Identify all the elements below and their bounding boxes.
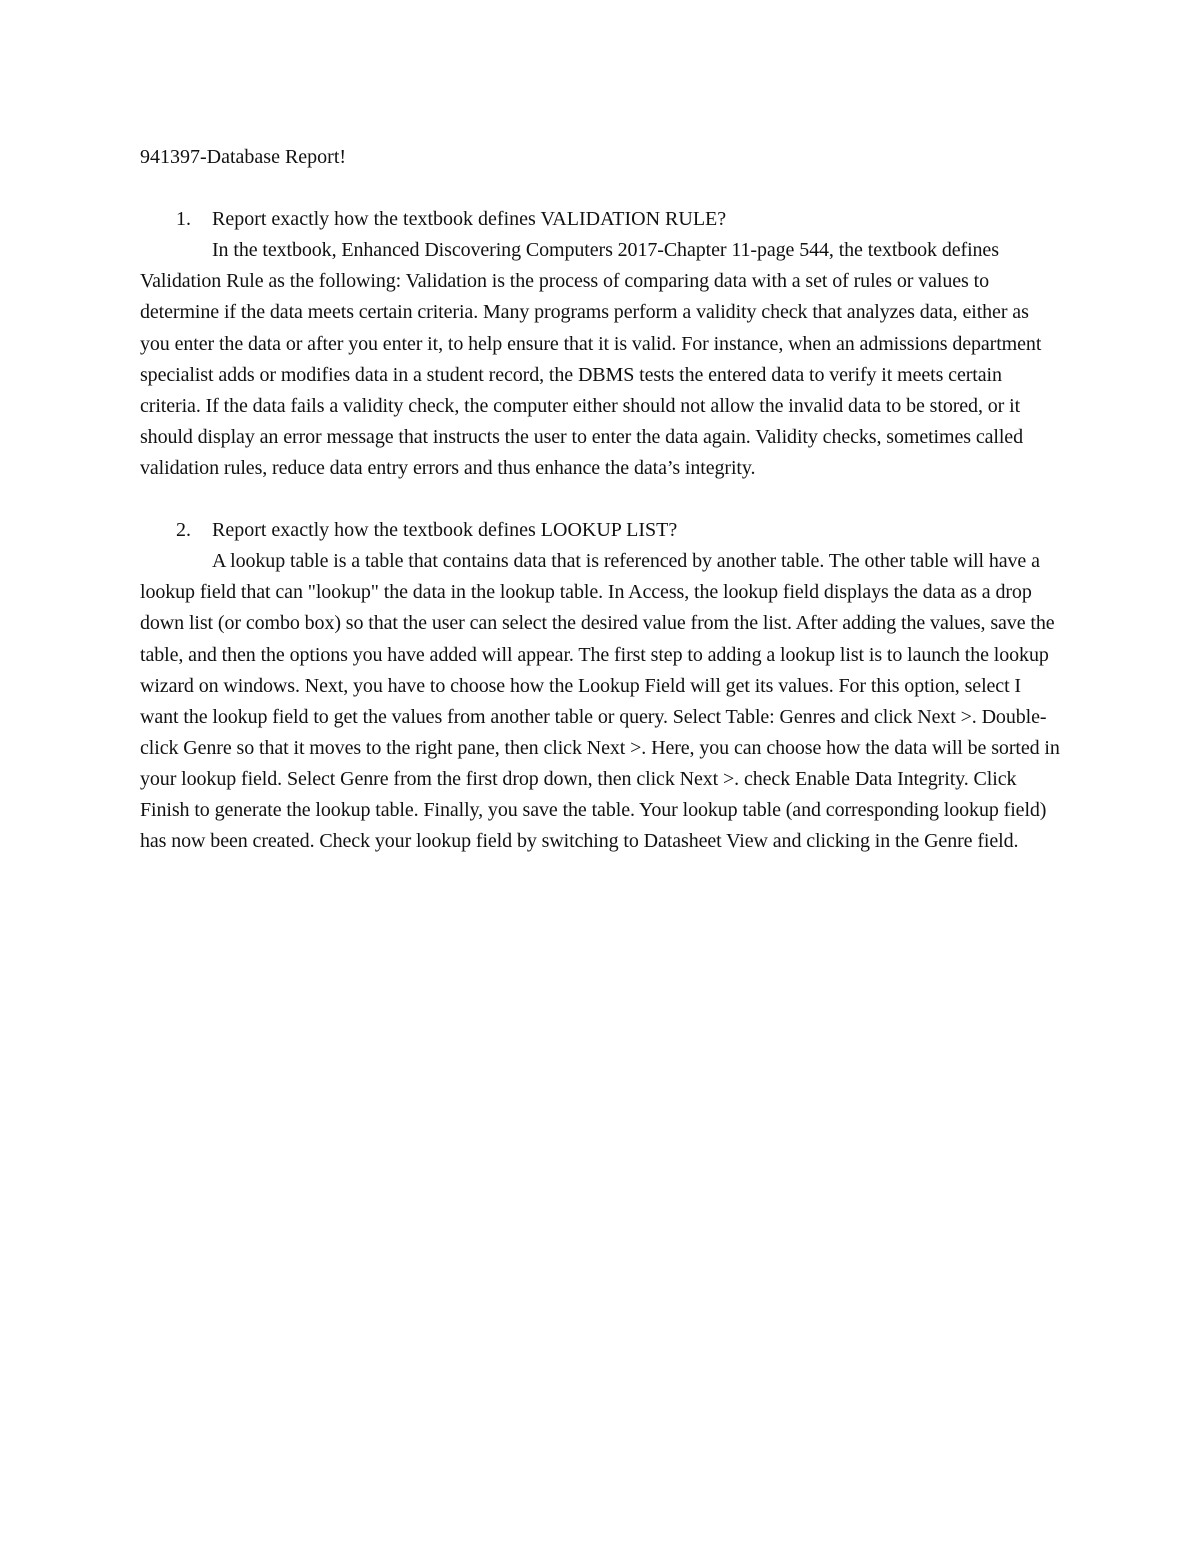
answer-2: A lookup table is a table that contains data that is referenced by another table. The other table will have a lookup field that can "lookup" the data in the lookup table. In Access, the lookup field displays the data as a drop down list (or combo box) so that the user can select the desired value from the list. After adding the values, save the table, and then the options you have added will appear. The first step to adding a lookup list is to launch the lookup wizard on windows. Next, you have to choose how the Lookup Field will get its values. For this option, select I want the lookup field to get the values from another table or query. Select Table: Genres and click Next >. Double-click Genre so that it moves to the right pane, then click Next >. Here, you can choose how the data will be sorted in your lookup field. Select Genre from the first drop down, then click Next >. check Enable Data Integrity. Click Finish to generate the lookup table. Finally, you save the table. Your lookup table (and corresponding lookup field) has now been created. Check your lookup field by switching to Datasheet View and clicking in the Genre field.: [140, 550, 1060, 853]
answer-1: In the textbook, Enhanced Discovering Computers 2017-Chapter 11-page 544, the textbook defines Validation Rule as the following: Validation is the process of comparing data with a set of rules or values to determine if the data meets certain criteria. Many programs perform a validity check that analyzes data, either as you enter the data or after you enter it, to help ensure that it is valid. For instance, when an admissions department specialist adds or modifies data in a student record, the DBMS tests the entered data to verify it meets certain criteria. If the data fails a validity check, the computer either should not allow the invalid data to be stored, or it should display an error message that instructs the user to enter the data again. Validity checks, sometimes called validation rules, reduce data entry errors and thus enhance the data’s integrity.: [140, 239, 1042, 479]
document-page: [140, 142, 1060, 857]
question-text: Report exactly how the textbook defines VALIDATION RULE?: [212, 208, 727, 231]
question-2: [140, 515, 1060, 546]
spacer: [140, 173, 1060, 204]
spacer: [140, 484, 1060, 515]
question-text: Report exactly how the textbook defines LOOKUP LIST?: [212, 519, 678, 542]
document-title: 941397-Database Report!: [140, 146, 347, 168]
section-lookup-list: [140, 515, 1060, 857]
question-1: [140, 204, 1060, 235]
question-number: 1.: [176, 208, 191, 231]
section-validation-rule: [140, 204, 1060, 484]
question-number: 2.: [176, 519, 191, 542]
